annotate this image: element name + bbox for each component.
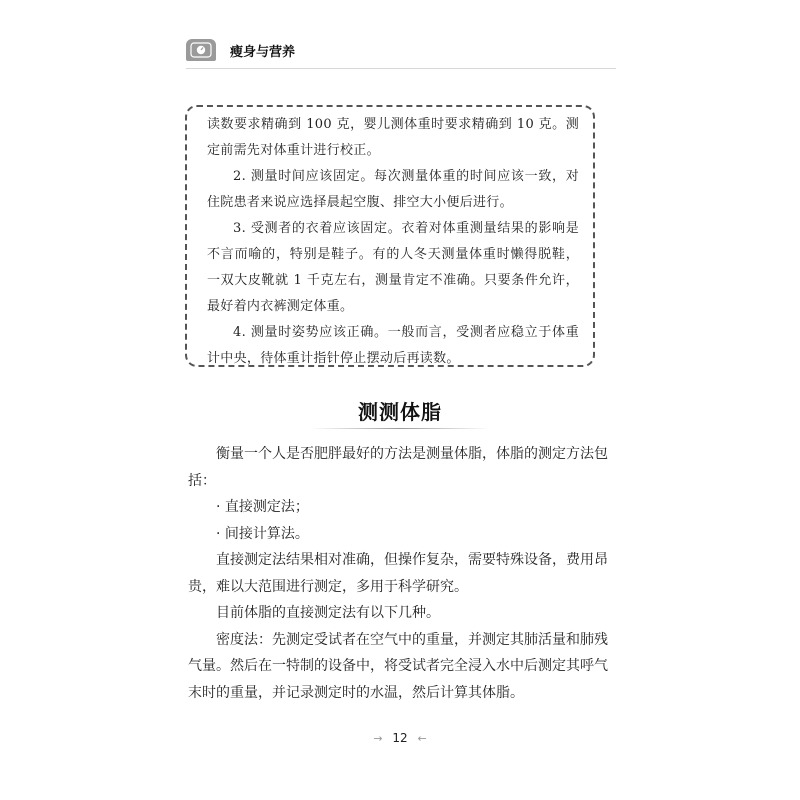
- header-divider: [186, 68, 616, 69]
- note-paragraph: 读数要求精确到 100 克，婴儿测体重时要求精确到 10 克。测定前需先对体重计进行校正。: [207, 117, 579, 158]
- body-paragraph: 衡量一个人是否肥胖最好的方法是测量体脂，体脂的测定方法包括：: [188, 446, 608, 489]
- arrow-right-icon: →: [373, 732, 383, 745]
- body-text: [188, 441, 608, 706]
- list-item: · 直接测定法；: [216, 499, 309, 515]
- body-paragraph: 密度法：先测定受试者在空气中的重量，并测定其肺活量和肺残气量。然后在一特制的设备中，将受试者完全浸入水中后测定其呼气末时的重量，并记录测定时的水温，然后计算其体脂。: [188, 631, 608, 701]
- scale-icon: [186, 39, 216, 61]
- list-item: · 间接计算法。: [216, 525, 309, 542]
- note-box: [185, 105, 595, 367]
- note-paragraph: 2. 测量时间应该固定。每次测量体重的时间应该一致，对住院患者来说应选择晨起空腹、排空大小便后进行。: [207, 169, 579, 210]
- book-title: 瘦身与营养: [230, 44, 296, 60]
- section-title: 测测体脂: [358, 400, 442, 424]
- note-paragraph: 4. 测量时姿势应该正确。一般而言，受测者应稳立于体重计中央，待体重计指针停止摆动后再读数。: [207, 325, 579, 366]
- running-header: [186, 38, 295, 62]
- page-footer: [0, 731, 800, 745]
- note-paragraph: 3. 受测者的衣着应该固定。衣着对体重测量结果的影响是不言而喻的，特别是鞋子。有的人冬天测量体重时懒得脱鞋，一双大皮靴就 1 千克左右，测量肯定不准确。只要条件允许，最好着内衣裤测定体重。: [207, 221, 579, 314]
- page-number: 12: [392, 731, 408, 745]
- section-divider: [310, 428, 490, 429]
- body-paragraph: 直接测定法结果相对准确，但操作复杂，需要特殊设备，费用昂贵，难以大范围进行测定，多用于科学研究。: [188, 552, 608, 595]
- body-paragraph: 目前体脂的直接测定法有以下几种。: [216, 605, 440, 621]
- arrow-left-icon: ←: [417, 732, 427, 745]
